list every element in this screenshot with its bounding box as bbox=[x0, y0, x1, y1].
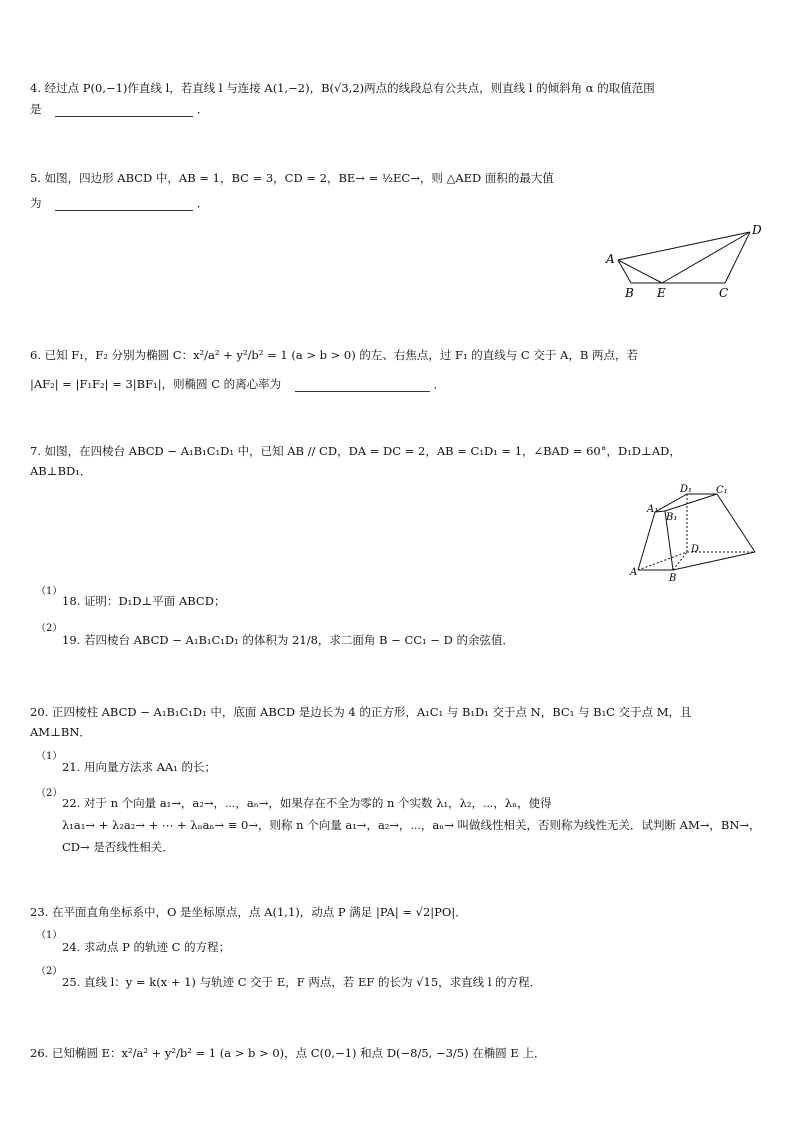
q4-line2 bbox=[30, 101, 208, 117]
q20-sub2-line3: CD→ 是否线性相关． bbox=[62, 840, 174, 854]
q6-line2-suffix: ． bbox=[433, 377, 445, 391]
figure-label-b1: B₁ bbox=[666, 512, 678, 523]
figure-label-b: B bbox=[669, 573, 677, 582]
q20-sub2-line2: λ₁a₁→ + λ₂a₂→ + ⋯ + λₙaₙ→ ≡ 0→，则称 n 个向量 a₁→，a₂→，⋯，aₙ→ 叫做线性相关，否则称为线性无关．试判断 AM→，BN→， bbox=[62, 818, 761, 832]
q4-line2-prefix: 是 bbox=[30, 102, 42, 116]
q7-line1: 7. 如图，在四棱台 ABCD − A₁B₁C₁D₁ 中，已知 AB // CD，DA = DC = 2，AB = C₁D₁ = 1，∠BAD = 60°，D₁D⊥AD， bbox=[30, 444, 681, 458]
q23-sub2-mark: （2） bbox=[36, 966, 63, 977]
q6-line2 bbox=[30, 376, 445, 392]
figure-label-d: D bbox=[752, 223, 762, 237]
q20-sub1-mark: （1） bbox=[36, 751, 63, 762]
figure-label-a: A bbox=[630, 567, 638, 578]
q23-line1: 23. 在平面直角坐标系中，O 是坐标原点，点 A(1,1)，动点 P 满足 |PA| = √2|PO|． bbox=[30, 905, 467, 919]
q20-line2: AM⊥BN． bbox=[30, 725, 91, 739]
q23-sub1-mark: （1） bbox=[36, 930, 63, 941]
q5-quadrilateral-figure bbox=[600, 220, 770, 305]
q4-line2-suffix: ． bbox=[196, 102, 209, 116]
q5-line2-prefix: 为 bbox=[30, 196, 42, 210]
q6-line1: 6. 已知 F₁，F₂ 分别为椭圆 C：x²/a² + y²/b² = 1 (a > b > 0) 的左、右焦点，过 F₁ 的直线与 C 交于 A，B 两点，若 bbox=[30, 348, 638, 362]
q23-sub1: 24. 求动点 P 的轨迹 C 的方程； bbox=[62, 940, 231, 954]
figure-label-a1: A₁ bbox=[647, 504, 659, 515]
q5-line2 bbox=[30, 195, 208, 211]
q20-sub2-line1: 22. 对于 n 个向量 a₁→，a₂→，⋯，aₙ→，如果存在不全为零的 n 个实数 λ₁，λ₂，⋯，λₙ，使得 bbox=[62, 796, 552, 810]
q5-line1: 5. 如图，四边形 ABCD 中，AB = 1，BC = 3，CD = 2，BE→ = ½EC→，则 △AED 面积的最大值 bbox=[30, 171, 554, 185]
answer-blank[interactable] bbox=[55, 104, 193, 117]
q7-sub1: 18. 证明：D₁D⊥平面 ABCD； bbox=[62, 594, 226, 608]
q23-sub2: 25. 直线 l：y = k(x + 1) 与轨迹 C 交于 E，F 两点，若 EF 的长为 √15，求直线 l 的方程． bbox=[62, 975, 542, 989]
q20-sub1: 21. 用向量方法求 AA₁ 的长； bbox=[62, 760, 216, 774]
q7-sub1-mark: （1） bbox=[36, 586, 63, 597]
answer-blank[interactable] bbox=[295, 379, 430, 392]
answer-blank[interactable] bbox=[55, 198, 193, 211]
figure-label-c: C bbox=[719, 286, 729, 300]
q20-sub2-mark: （2） bbox=[36, 788, 63, 799]
figure-label-d: D bbox=[691, 544, 700, 555]
q4-line1: 4. 经过点 P(0,−1)作直线 l，若直线 l 与连接 A(1,−2)，B(√3,2)两点的线段总有公共点，则直线 l 的倾斜角 α 的取值范围 bbox=[30, 81, 655, 95]
q7-frustum-figure bbox=[625, 482, 765, 582]
figure-label-e: E bbox=[657, 286, 666, 300]
figure-label-c1: C₁ bbox=[716, 485, 728, 496]
q20-line1: 20. 正四棱柱 ABCD − A₁B₁C₁D₁ 中，底面 ABCD 是边长为 4 的正方形，A₁C₁ 与 B₁D₁ 交于点 N，BC₁ 与 B₁C 交于点 M，且 bbox=[30, 705, 692, 719]
q7-sub2-mark: （2） bbox=[36, 623, 63, 634]
q7-sub2: 19. 若四棱台 ABCD − A₁B₁C₁D₁ 的体积为 21/8，求二面角 B − CC₁ − D 的余弦值． bbox=[62, 633, 514, 647]
figure-label-a: A bbox=[606, 252, 615, 266]
figure-label-b: B bbox=[625, 286, 634, 300]
q26-line1: 26. 已知椭圆 E：x²/a² + y²/b² = 1 (a > b > 0)，点 C(0,−1) 和点 D(−8/5, −3/5) 在椭圆 E 上． bbox=[30, 1046, 546, 1060]
figure-label-d1: D₁ bbox=[680, 484, 693, 495]
q7-line2: AB⊥BD₁． bbox=[30, 464, 92, 478]
q5-line2-suffix: ． bbox=[196, 196, 209, 210]
q6-line2-prefix: |AF₂| = |F₁F₂| = 3|BF₁|，则椭圆 C 的离心率为 bbox=[30, 377, 282, 391]
